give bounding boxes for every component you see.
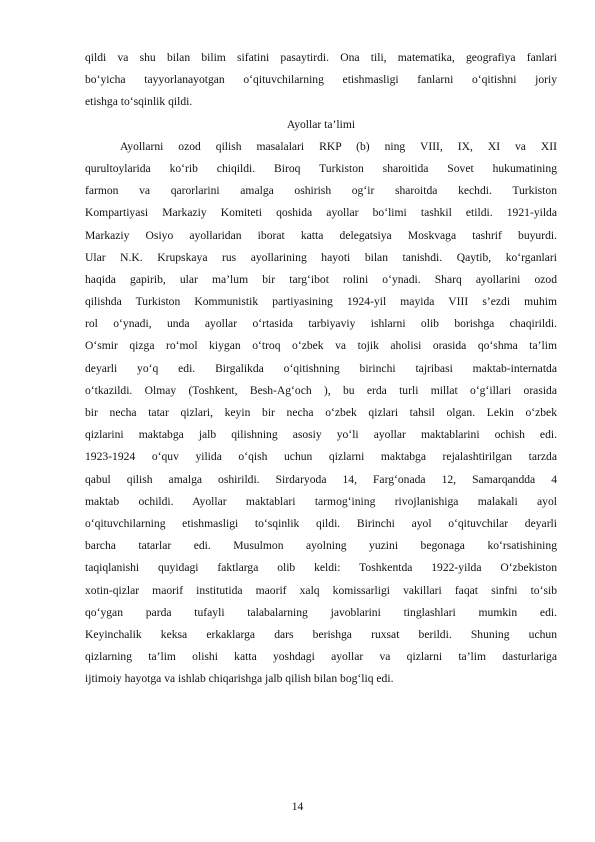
paragraph-line: deyarli yo‘q edi. Birgalikda o‘qitishning birinchi tajribasi maktab-internatda xyxy=(85,361,557,375)
body-paragraph xyxy=(85,136,557,691)
paragraph-line: Ular N.K. Krupskaya rus ayollarining hayoti bilan tanishdi. Qaytib, ko‘rganlari xyxy=(85,250,557,264)
page-number: 14 xyxy=(291,800,304,813)
paragraph-line: o‘qituvchilarning etishmasligi to‘sqinlik qildi. Birinchi ayol o‘qituvchilar deyarli xyxy=(85,516,557,530)
paragraph-line: qildi va shu bilan bilim sifatini pasaytirdi. Ona tili, matematika, geografiya fanlari xyxy=(85,51,557,64)
paragraph-line: haqida gapirib, ular ma’lum bir targ‘ibot rolini o‘ynadi. Sharq ayollarini ozod xyxy=(85,272,557,286)
paragraph-line: qo‘ygan parda tufayli talabalarning javoblarini tinglashlari mumkin edi. xyxy=(85,605,557,619)
document-page xyxy=(85,47,557,690)
paragraph-line: taqiqlanishi quyidagi faktlarga olib keldi: Toshkentda 1922-yilda O‘zbekiston xyxy=(85,561,557,575)
paragraph-line: qizlarning ta’lim olishi katta yoshdagi ayollar va qizlarni ta’lim dasturlariga xyxy=(85,650,557,664)
paragraph-line: etishga to‘sqinlik qildi. xyxy=(85,95,193,109)
paragraph-line: barcha tatarlar edi. Musulmon ayolning yuzini begonaga ko‘rsatishining xyxy=(85,539,557,553)
paragraph-line: o‘tkazildi. Olmay (Toshkent, Besh-Ag‘och ), bu erda turli millat o‘g‘illari orasida xyxy=(85,383,557,397)
paragraph-line: Ayollarni ozod qilish masalalari RKP (b) ning VIII, IX, XI va XII xyxy=(120,139,557,153)
paragraph-line: ijtimoiy hayotga va ishlab chiqarishga jalb qilish bilan bog‘liq edi. xyxy=(85,672,394,686)
paragraph-line: bir necha tatar qizlari, keyin bir necha o‘zbek qizlari tahsil olgan. Lekin o‘zbek xyxy=(85,406,557,419)
paragraph-line: 1923-1924 o‘quv yilida o‘qish uchun qizlarni maktabga rejalashtirilgan tarzda xyxy=(85,450,557,464)
paragraph-line: Markaziy Osiyo ayollaridan iborat katta delegatsiya Moskvaga tashrif buyurdi. xyxy=(85,228,557,242)
intro-paragraph xyxy=(85,47,557,114)
paragraph-line: farmon va qarorlarini amalga oshirish og‘ir sharoitda kechdi. Turkiston xyxy=(85,184,557,198)
paragraph-line: xotin-qizlar maorif institutida maorif xalq komissarligi vakillari faqat sinfni to‘sib xyxy=(85,583,557,597)
paragraph-line: qilishda Turkiston Kommunistik partiyasining 1924-yil mayida VIII s’ezdi muhim xyxy=(85,295,557,309)
paragraph-line: rol o‘ynadi, unda ayollar o‘rtasida tarbiyaviy ishlarni olib borishga chaqirildi. xyxy=(85,317,557,331)
paragraph-line: Keyinchalik keksa erkaklarga dars berishga ruxsat berildi. Shuning uchun xyxy=(85,627,557,641)
paragraph-line: bo‘yicha tayyorlanayotgan o‘qituvchilarning etishmasligi fanlarni o‘qitishni joriy xyxy=(85,73,557,87)
paragraph-line: maktab ochildi. Ayollar maktablari tarmog‘ining rivojlanishiga malakali ayol xyxy=(85,494,557,508)
paragraph-line: qizlarini maktabga jalb qilishning asosiy yo‘li ayollar maktablarini ochish edi. xyxy=(85,428,557,442)
paragraph-line: qabul qilish amalga oshirildi. Sirdaryoda 14, Farg‘onada 12, Samarqandda 4 xyxy=(85,472,557,486)
section-heading: Ayollar ta’limi xyxy=(286,117,356,131)
paragraph-line: O‘smir qizga ro‘mol kiygan o‘troq o‘zbek va tojik aholisi orasida qo‘shma ta’lim xyxy=(85,339,557,353)
paragraph-line: Kompartiyasi Markaziy Komiteti qoshida ayollar bo‘limi tashkil etildi. 1921-yilda xyxy=(85,206,557,220)
paragraph-line: qurultoylarida ko‘rib chiqildi. Biroq Turkiston sharoitida Sovet hukumatining xyxy=(85,161,557,175)
